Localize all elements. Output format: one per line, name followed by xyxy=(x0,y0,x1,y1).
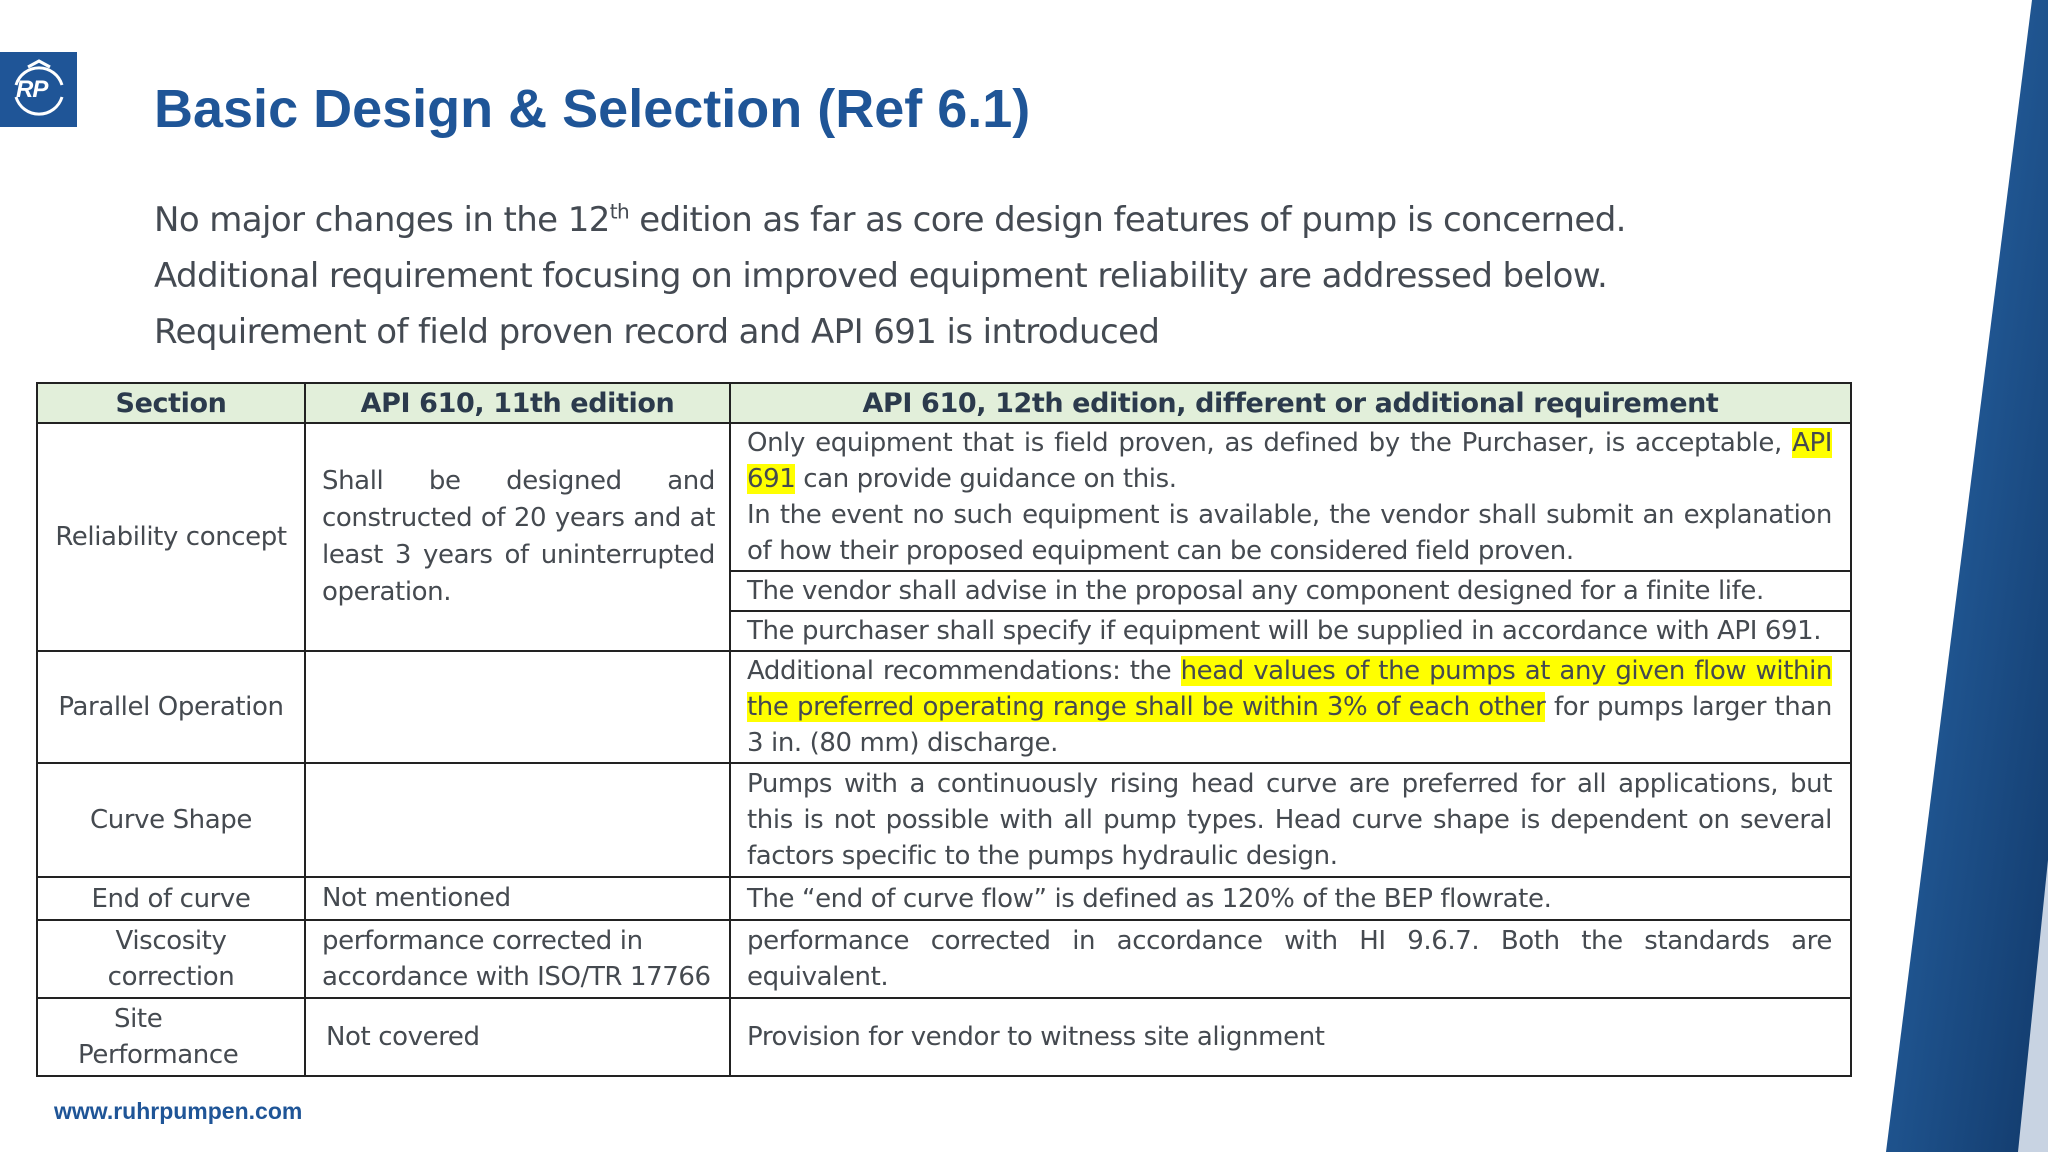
table-row xyxy=(37,423,1851,571)
intro-paragraph: No major changes in the 12th edition as far as core design features of pump is concerned. Additional requirement focusing on improved equipment reliability are addressed below. Requirement of field proven record and API 691 is introduced xyxy=(154,199,1626,352)
requirements-table xyxy=(36,382,1852,1077)
edition12-cell: The purchaser shall specify if equipment will be supplied in accordance with API 691. xyxy=(730,611,1851,651)
section-cell: End of curve xyxy=(37,877,305,920)
highlight: head values of the pumps at any given flow within the preferred operating range shall be within 3% of each other xyxy=(747,656,1832,722)
header-edition-12: API 610, 12th edition, different or additional requirement xyxy=(730,383,1851,423)
table-row xyxy=(37,920,1851,998)
section-cell: Curve Shape xyxy=(37,763,305,877)
table-row xyxy=(37,877,1851,920)
section-cell: Site Performance xyxy=(37,998,305,1076)
edition12-cell: Only equipment that is field proven, as defined by the Purchaser, is acceptable, API 691 can provide guidance on this. In the event no such equipment is available, the vendor shall submit an explanation of how their proposed equipment can be considered field proven. xyxy=(730,423,1851,571)
website-link[interactable]: www.ruhrpumpen.com xyxy=(54,1098,303,1124)
table-row xyxy=(37,763,1851,877)
section-cell: Viscosity correction xyxy=(37,920,305,998)
edition12-cell: The vendor shall advise in the proposal any component designed for a finite life. xyxy=(730,571,1851,611)
section-cell: Reliability concept xyxy=(37,423,305,651)
edition11-cell: Not covered xyxy=(305,998,730,1076)
edition12-cell: Additional recommendations: the head values of the pumps at any given flow within the preferred operating range shall be within 3% of each other for pumps larger than 3 in. (80 mm) discharge. xyxy=(730,651,1851,763)
decorative-stripes xyxy=(1828,0,2048,1152)
logo-text: RP xyxy=(16,76,48,103)
table-row xyxy=(37,651,1851,763)
edition11-cell: Not mentioned xyxy=(305,877,730,920)
page-title: Basic Design & Selection (Ref 6.1) xyxy=(154,79,1031,139)
edition11-cell xyxy=(305,763,730,877)
table-row xyxy=(37,998,1851,1076)
edition11-cell: Shall be designed and constructed of 20 years and at least 3 years of uninterrupted operation. xyxy=(305,423,730,651)
highlight: API 691 xyxy=(747,428,1832,494)
header-section: Section xyxy=(37,383,305,423)
company-logo xyxy=(0,52,77,127)
edition11-cell: performance corrected in accordance with ISO/TR 17766 xyxy=(305,920,730,998)
section-cell: Parallel Operation xyxy=(37,651,305,763)
edition12-cell: The “end of curve flow” is defined as 120% of the BEP flowrate. xyxy=(730,877,1851,920)
edition12-cell: performance corrected in accordance with HI 9.6.7. Both the standards are equivalent. xyxy=(730,920,1851,998)
edition12-cell: Pumps with a continuously rising head curve are preferred for all applications, but this is not possible with all pump types. Head curve shape is dependent on several factors specific to the pumps hydraulic design. xyxy=(730,763,1851,877)
edition11-cell xyxy=(305,651,730,763)
table-header-row xyxy=(37,383,1851,423)
header-edition-11: API 610, 11th edition xyxy=(305,383,730,423)
edition12-cell: Provision for vendor to witness site alignment xyxy=(730,998,1851,1076)
